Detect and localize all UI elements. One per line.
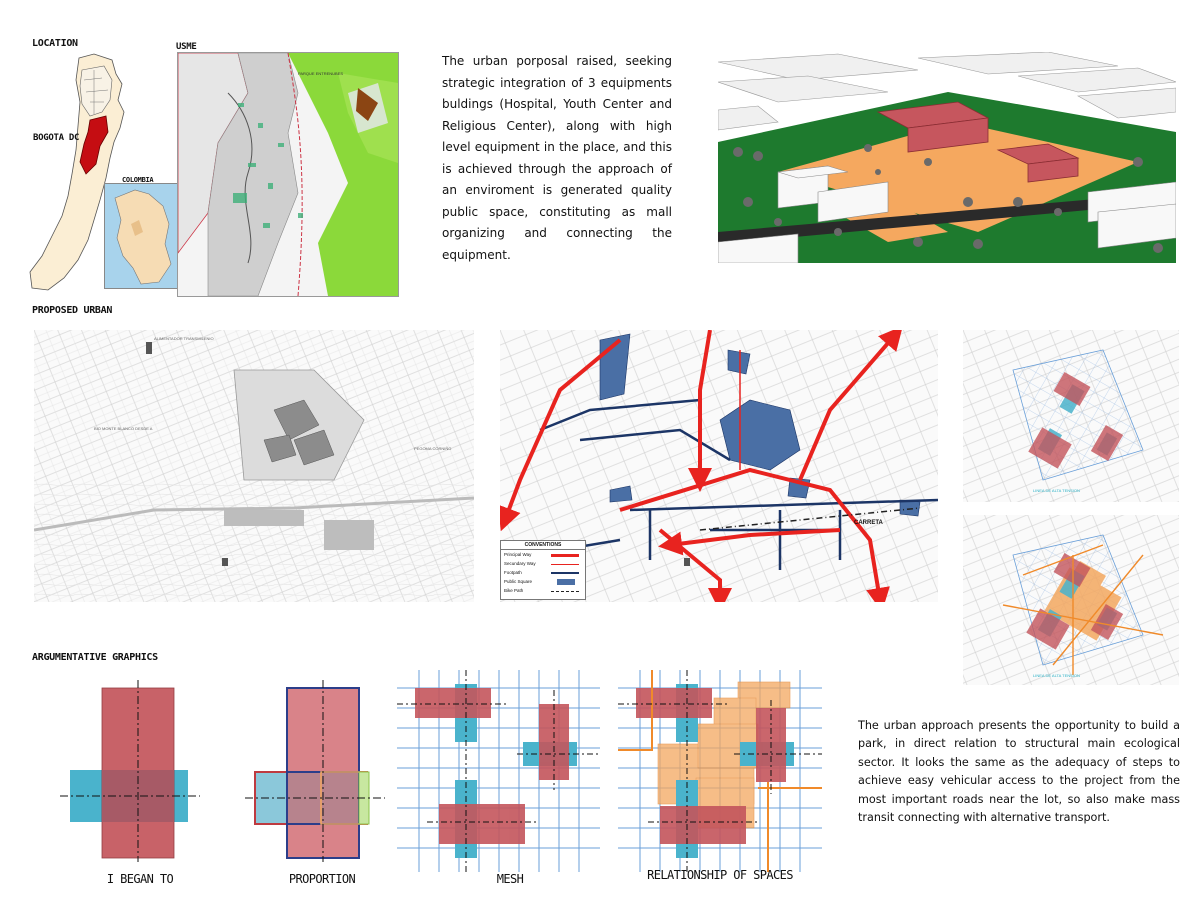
location-heading: LOCATION xyxy=(32,38,78,49)
urban-3d-render xyxy=(718,52,1176,263)
argumentative-heading: ARGUMENTATIVE GRAPHICS xyxy=(32,652,158,663)
legend-label-bike: Bike Path xyxy=(504,588,524,593)
caption-mesh: MESH xyxy=(496,872,524,886)
conventions-legend xyxy=(500,540,586,600)
zone-label-top: LINEA DE ALTA TENSION xyxy=(1033,488,1080,493)
legend-label-principal: Principal Way xyxy=(504,552,532,557)
diagram-proportion xyxy=(245,680,385,862)
bogota-label: BOGOTA DC xyxy=(33,133,80,143)
legend-swatch-secondary xyxy=(551,564,579,565)
caption-proportion: PROPORTION xyxy=(288,872,356,886)
urban-proposal-description: The urban porposal raised, seeking strategic integration of 3 equipments buldings (Hospital, Youth Center and Religious Center), along with high level equipment in the place, and this is achieved through the approach of an enviroment is generated quality public space, constituting as mall organizing and connecting the equipment. xyxy=(442,54,672,262)
caption-i-began-to: I BEGAN TO xyxy=(106,872,174,886)
legend-item xyxy=(501,550,585,560)
legend-label-square: Public Square xyxy=(504,579,533,584)
svg-text:PARQUE ENTRENUBES: PARQUE ENTRENUBES xyxy=(298,71,344,76)
legend-label-footpath: Footpath xyxy=(504,570,522,575)
conventions-title: CONVENTIONS xyxy=(501,541,585,550)
legend-item xyxy=(501,569,585,578)
legend-label-secondary: Secundary Way xyxy=(504,561,536,566)
zone-label-bottom: LINEA DE ALTA TENSION xyxy=(1033,673,1080,678)
zoning-plan-top xyxy=(963,330,1179,502)
legend-swatch-square xyxy=(557,579,575,585)
diagram-i-began-to xyxy=(60,680,200,862)
legend-swatch-bike xyxy=(551,591,579,592)
svg-text:PEGOMA CORNIÑO: PEGOMA CORNIÑO xyxy=(414,446,452,451)
colombia-label: COLOMBIA xyxy=(122,176,154,184)
legend-swatch-principal xyxy=(551,554,579,557)
proposed-urban-heading: PROPOSED URBAN xyxy=(32,305,113,316)
base-urban-plan xyxy=(34,330,474,602)
legend-item xyxy=(501,578,585,587)
caption-relationship-of-spaces: RELATIONSHIP OF SPACES xyxy=(647,868,793,882)
usme-map xyxy=(177,52,399,297)
svg-text:BIO MONTE BLANCO DESDE A: BIO MONTE BLANCO DESDE A xyxy=(94,426,153,431)
svg-text:ALIMENTADOR TRANSMILENIO: ALIMENTADOR TRANSMILENIO xyxy=(154,336,214,341)
argumentative-description: The urban approach presents the opportunity to build a park, in direct relation to structural main ecological sector. It looks the same as the adequacy of steps to achieve easy vehicular access to the project from the most important roads near the lot, so also make mass transit connecting with alternative transport. xyxy=(858,719,1180,825)
legend-item xyxy=(501,560,585,569)
colombia-inset-map xyxy=(104,183,178,289)
diagram-mesh xyxy=(397,670,600,872)
carreta-label: CARRETA xyxy=(854,520,883,526)
diagram-relationship-of-spaces xyxy=(618,670,822,872)
legend-swatch-footpath xyxy=(551,572,579,574)
usme-label: USME xyxy=(176,42,197,52)
zoning-plan-bottom xyxy=(963,515,1179,685)
legend-item xyxy=(501,587,585,596)
